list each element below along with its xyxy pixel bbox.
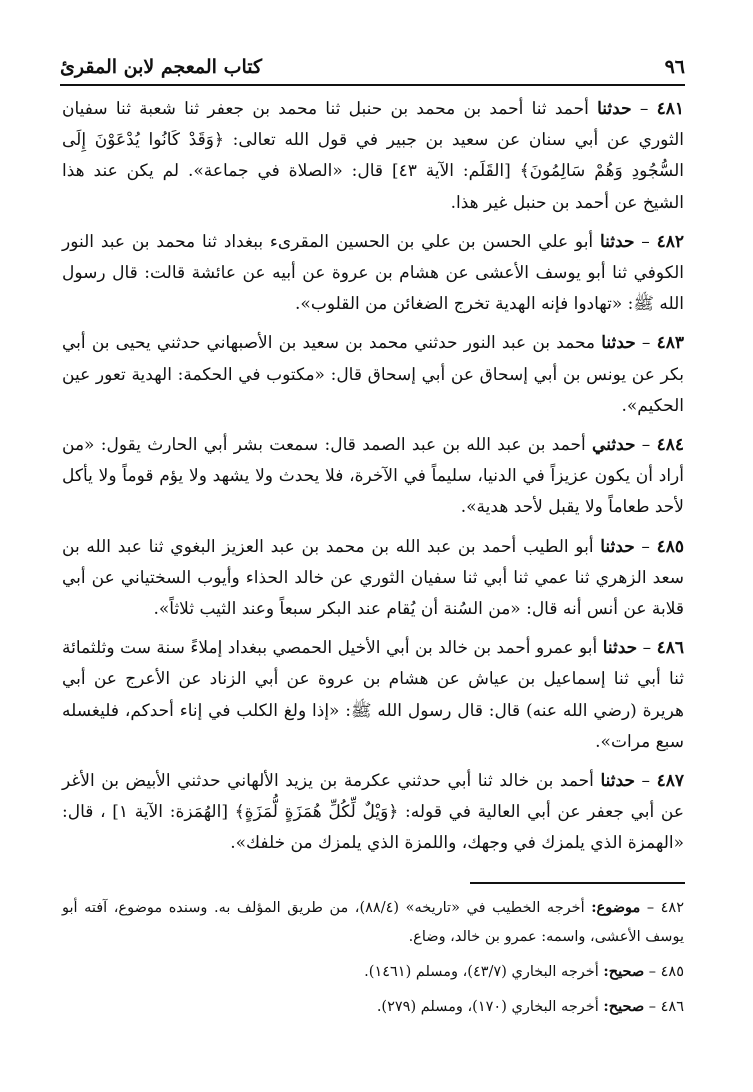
hadith-number: ٤٨٧ [656,771,685,792]
footnote-grade: موضوع: [591,899,641,916]
hadith-number: ٤٨٦ [656,638,685,659]
hadith-number: ٤٨٥ [656,536,684,557]
footnote: ٤٨٢ – موضوع: أخرجه الخطيب في «تاريخه» (٨٨/٤)، من طريق المؤلف به. وسنده موضوع، آفته أبو يوسف الأعشى، واسمه: عمرو بن خالد، وضاع. [62,899,684,945]
hadith-text: محمد بن عبد النور حدثني محمد بن سعيد بن الأصبهاني حدثني يحيى بن أبي بكر عن يونس بن أبي إسحاق عن أبي إسحاق قال: «مكتوب في الحكمة: الهدية تعور عين الحكيم». [62,333,684,416]
hadith-lead: حدثنا [600,536,635,557]
footnote: ٤٨٦ – صحيح: أخرجه البخاري (١٧٠)، ومسلم (٢٧٩). [376,998,684,1015]
hadith-lead: حدثنا [597,99,632,119]
header-divider [60,84,685,86]
footnote-text: أخرجه البخاري (٤٣/٧)، ومسلم (١٤٦١). [364,964,599,980]
hadith-lead: حدثنا [599,231,635,252]
hadith-number: ٤٨٤ [656,435,684,456]
footnote-grade: صحيح: [603,998,645,1015]
page-number: ٩٦ [664,56,685,78]
book-title: كتاب المعجم لابن المقرئ [60,56,263,78]
footnote: ٤٨٥ – صحيح: أخرجه البخاري (٤٣/٧)، ومسلم (١٤٦١). [364,963,684,980]
hadith-number: ٤٨٢ [656,231,684,252]
footnote-text: أخرجه البخاري (١٧٠)، ومسلم (٢٧٩). [376,999,599,1015]
footnote-grade: صحيح: [603,963,645,980]
hadith-lead: حدثني [592,435,636,456]
hadith-paragraph: ٤٨٧ – حدثنا أحمد بن خالد ثنا أبي حدثني عكرمة بن يزيد الألهاني حدثني الأبيض بن الأغر عن أبي جعفر عن أبي العالية في قوله: ﴿وَيْلٌ لِّكُلِّ هُمَزَةٍ لُّمَزَةٍ﴾ [الهُمَزة: الآية ١] ، قال: «الهمزة الذي يلمزك في وجهك، واللمزة الذي يلمزك من خلفك». [62,771,685,854]
hadith-paragraph: ٤٨١ – حدثنا أحمد ثنا أحمد بن محمد بن حنبل ثنا محمد بن جعفر ثنا شعبة ثنا سفيان الثوري عن أبي سنان عن سعيد بن جبير في قول الله تعالى: ﴿وَقَدْ كَانُوا يُدْعَوْنَ إِلَى السُّجُودِ وَهُمْ سَالِمُونَ﴾ [القَلَم: الآية ٤٣] قال: «الصلاة في جماعة». لم يكن عند هذا الشيخ عن أحمد بن حنبل غير هذا. [62,99,685,213]
hadith-text: أحمد بن خالد ثنا أبي حدثني عكرمة بن يزيد الألهاني حدثني الأبيض بن الأغر عن أبي جعفر عن أبي العالية في قوله: ﴿وَيْلٌ لِّكُلِّ هُمَزَةٍ لُّمَزَةٍ﴾ [الهُمَزة: الآية ١] ، قال: «الهمزة الذي يلمزك في وجهك، واللمزة الذي يلمزك من خلفك». [62,771,684,854]
hadith-number: ٤٨١ [656,99,685,119]
footnote-number: ٤٨٥ [660,964,684,980]
hadith-paragraph: ٤٨٤ – حدثني أحمد بن عبد الله بن عبد الصمد قال: سمعت بشر أبي الحارث يقول: «من أراد أن يكون عزيزاً في الدنيا، سليماً في الآخرة، فلا يحدث ولا يشهد ولا يؤم قوماً ولا يأكل لأحد طعاماً ولا يقبل لأحد هدية». [62,435,684,518]
hadith-lead: حدثنا [601,333,636,354]
footnote-text: أخرجه الخطيب في «تاريخه» (٨٨/٤)، من طريق المؤلف به. وسنده موضوع، آفته أبو يوسف الأعشى، واسمه: عمرو بن خالد، وضاع. [62,900,684,945]
hadith-paragraph: ٤٨٣ – حدثنا محمد بن عبد النور حدثني محمد بن سعيد بن الأصبهاني حدثني يحيى بن أبي بكر عن يونس بن أبي إسحاق عن أبي إسحاق قال: «مكتوب في الحكمة: الهدية تعور عين الحكيم». [62,333,685,416]
hadith-paragraph: ٤٨٢ – حدثنا أبو علي الحسن بن علي بن الحسين المقرىء ببغداد ثنا محمد بن عبد النور الكوفي ثنا أبو يوسف الأعشى عن هشام بن عروة عن أبيه عن عائشة قالت: قال رسول الله ﷺ: «تهادوا فإنه الهدية تخرج الضغائن من القلوب». [62,231,684,315]
footnotes-divider [470,882,685,884]
hadith-lead: حدثنا [600,771,635,792]
hadith-text: أحمد ثنا أحمد بن محمد بن حنبل ثنا محمد بن جعفر ثنا شعبة ثنا سفيان الثوري عن أبي سنان عن سعيد بن جبير في قول الله تعالى: ﴿وَقَدْ كَانُوا يُدْعَوْنَ إِلَى السُّجُودِ وَهُمْ سَالِمُونَ﴾ [القَلَم: الآية ٤٣] قال: «الصلاة في جماعة». لم يكن عند هذا الشيخ عن أحمد بن حنبل غير هذا. [62,99,684,213]
hadith-text: أبو الطيب أحمد بن عبد الله بن محمد بن عبد العزيز البغوي ثنا عبد الله بن سعد الزهري ثنا عمي ثنا أبي ثنا سفيان الثوري عن خالد الحذاء وأيوب السختياني عن أبي قلابة عن أنس أنه قال: «من السُنة أن يُقام عند البكر سبعاً وعند الثيب ثلاثاً». [62,536,684,620]
footnote-number: ٤٨٦ [660,999,684,1015]
hadith-text: أحمد بن عبد الله بن عبد الصمد قال: سمعت بشر أبي الحارث يقول: «من أراد أن يكون عزيزاً في الدنيا، سليماً في الآخرة، فلا يحدث ولا يشهد ولا يؤم قوماً ولا يأكل لأحد طعاماً ولا يقبل لأحد هدية». [62,435,684,518]
hadith-paragraph: ٤٨٦ – حدثنا أبو عمرو أحمد بن خالد بن أبي الأخيل الحمصي ببغداد إملاءً سنة ست وثلثمائة ثنا أبي ثنا إسماعيل بن عياش عن هشام بن عروة عن أبي الزناد عن الأعرج عن أبي هريرة (رضي الله عنه) قال: قال رسول الله ﷺ: «إذا ولغ الكلب في إناء أحدكم، فليغسله سبع مرات». [62,638,685,752]
page-header [60,52,685,82]
hadith-text: أبو علي الحسن بن علي بن الحسين المقرىء ببغداد ثنا محمد بن عبد النور الكوفي ثنا أبو يوسف الأعشى عن هشام بن عروة عن أبيه عن عائشة قالت: قال رسول الله ﷺ: «تهادوا فإنه الهدية تخرج الضغائن من القلوب». [62,231,684,315]
hadith-lead: حدثنا [602,638,638,659]
hadith-text: أبو عمرو أحمد بن خالد بن أبي الأخيل الحمصي ببغداد إملاءً سنة ست وثلثمائة ثنا أبي ثنا إسماعيل بن عياش عن هشام بن عروة عن أبي الزناد عن الأعرج عن أبي هريرة (رضي الله عنه) قال: قال رسول الله ﷺ: «إذا ولغ الكلب في إناء أحدكم، فليغسله سبع مرات». [62,638,684,752]
footnote-number: ٤٨٢ [660,900,684,916]
footnotes [62,893,684,1027]
hadith-number: ٤٨٣ [656,333,685,354]
hadith-paragraph: ٤٨٥ – حدثنا أبو الطيب أحمد بن عبد الله بن محمد بن عبد العزيز البغوي ثنا عبد الله بن سعد الزهري ثنا عمي ثنا أبي ثنا سفيان الثوري عن خالد الحذاء وأيوب السختياني عن أبي قلابة عن أنس أنه قال: «من السُنة أن يُقام عند البكر سبعاً وعند الثيب ثلاثاً». [62,536,684,620]
main-text [62,94,684,868]
